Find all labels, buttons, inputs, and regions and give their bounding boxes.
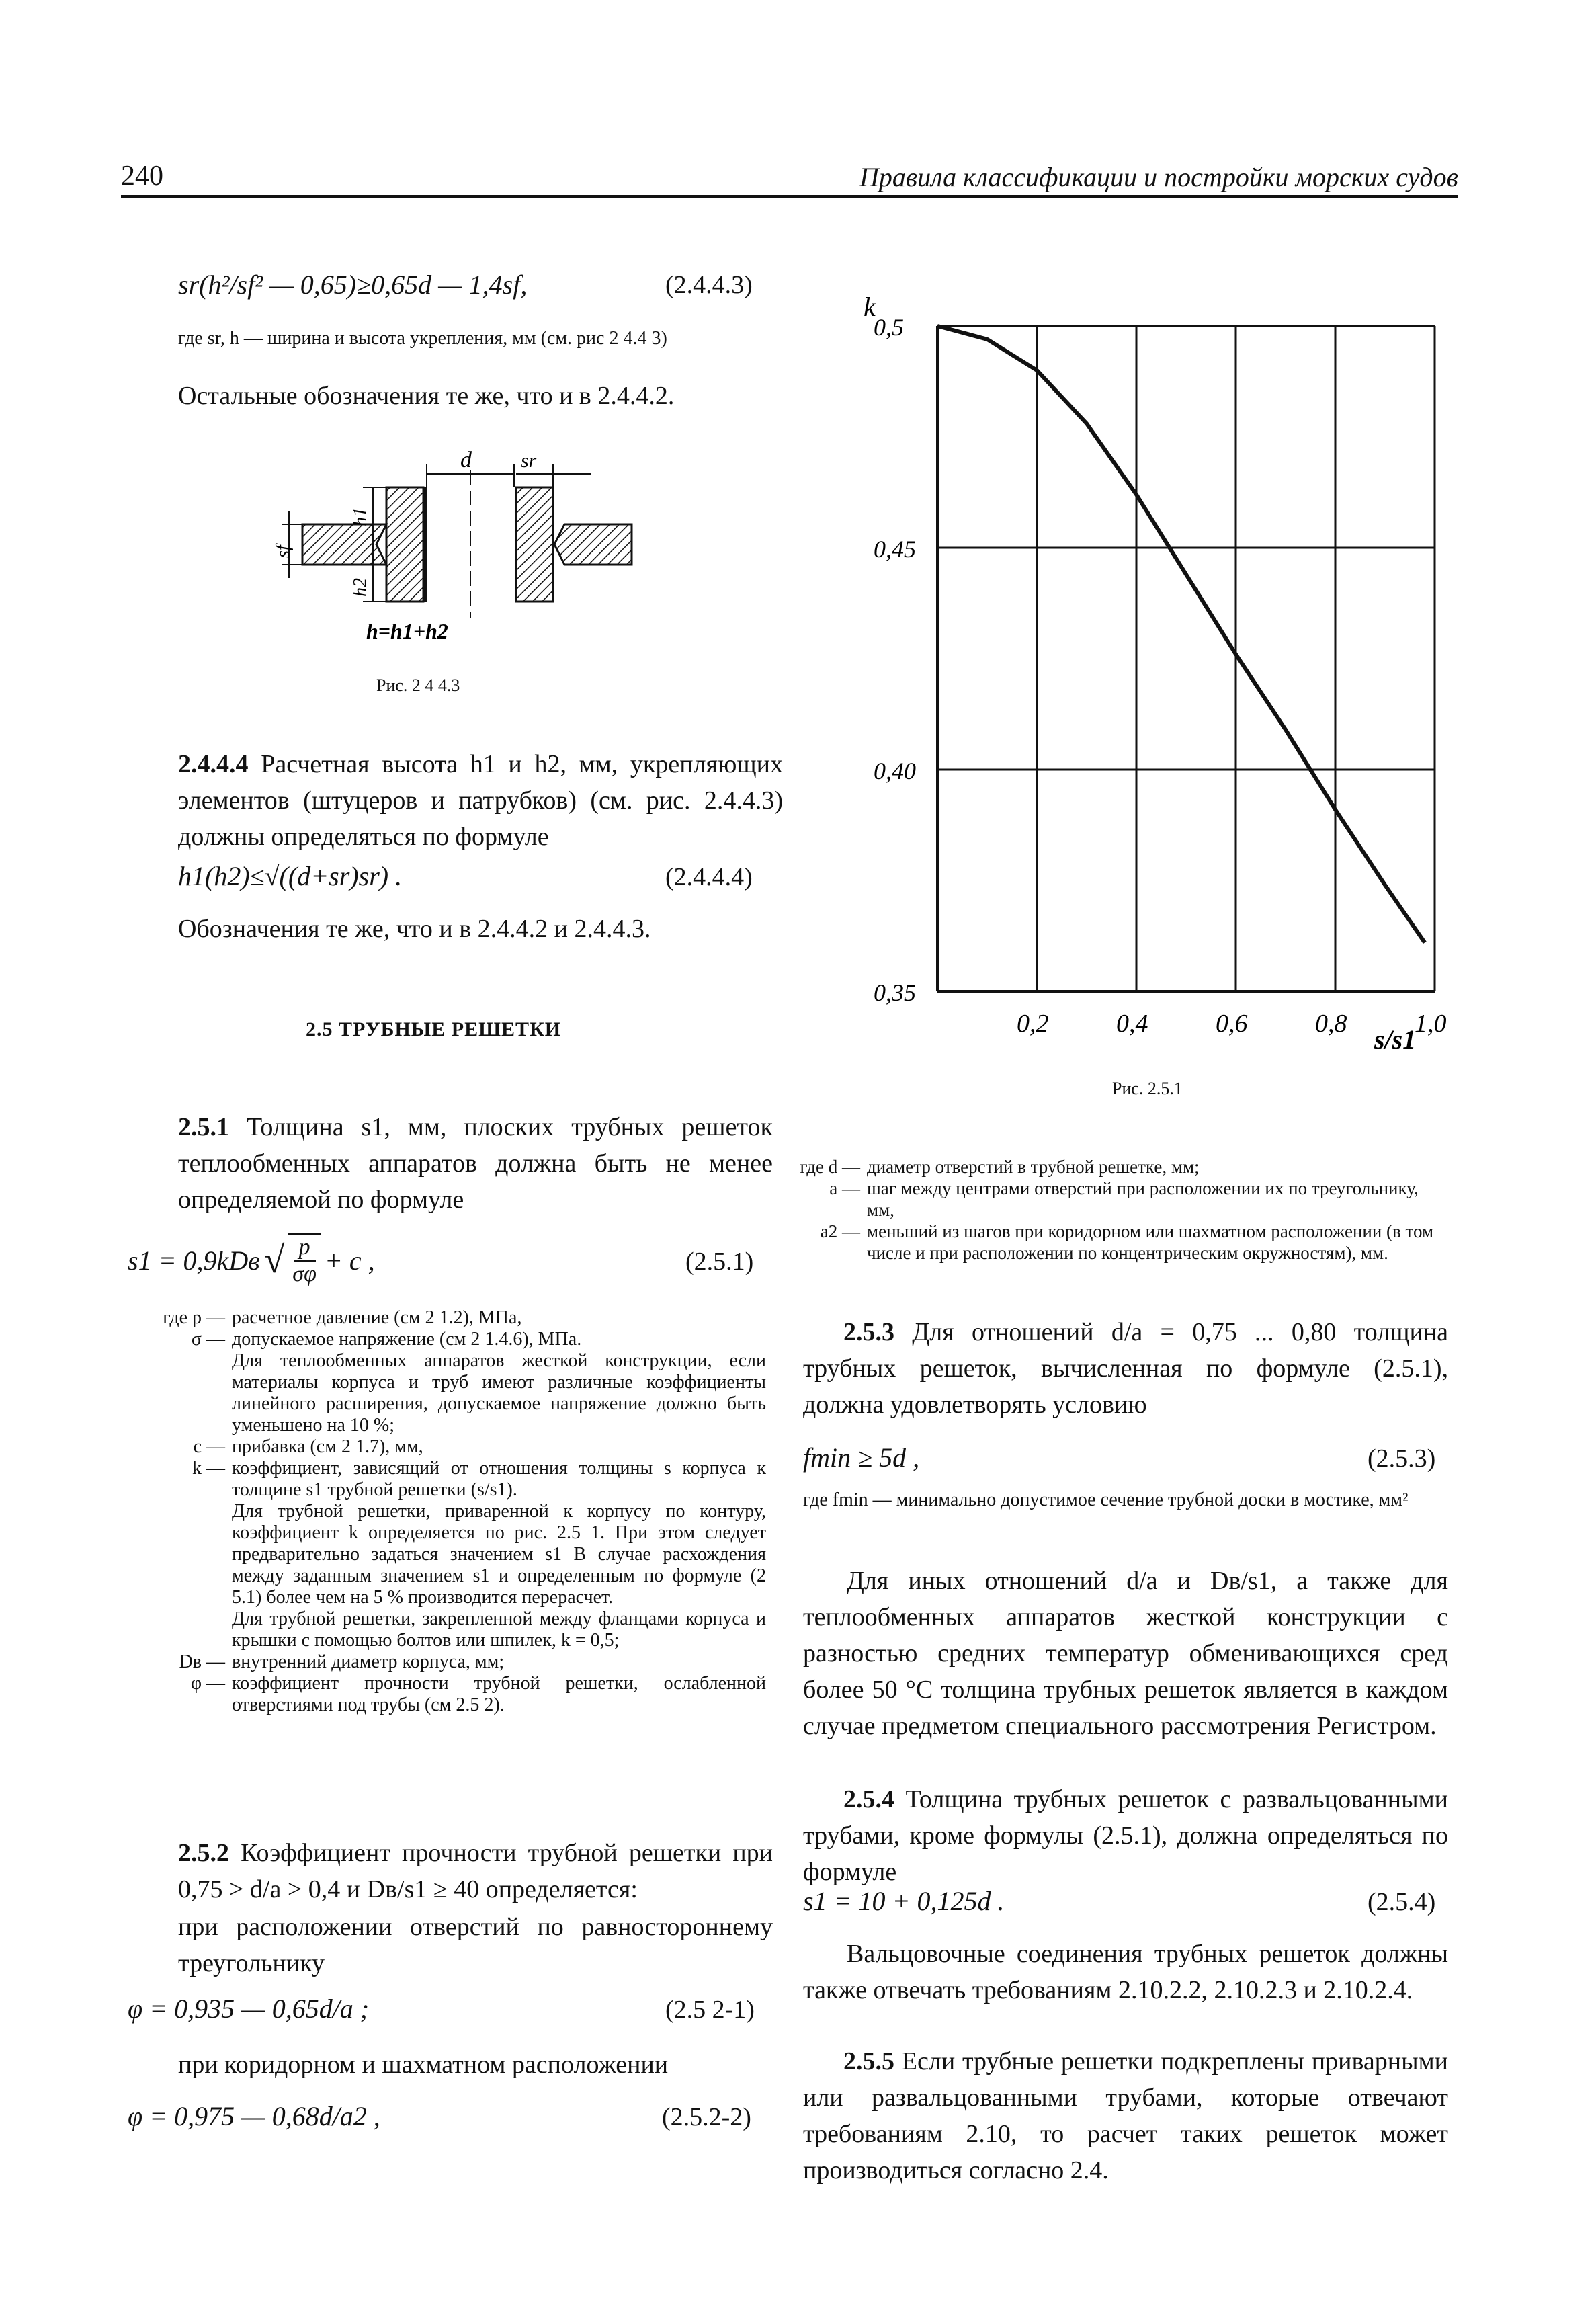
dim-h-label: h=h1+h2 [366,619,448,643]
equation-number: (2.4.4.4) [665,863,753,891]
where-symbol: φ — [190,1673,225,1694]
para-number: 2.5.2 [178,1839,229,1867]
x-tick-label: 0,4 [1116,1010,1148,1038]
where-definition: Для трубной решетки, приваренной к корпусу по контуру, коэффициент k определяется по рис. 2.5 1. При этом следует предварительно задаться значением s1 В случае расхождения между заданным значением s1 и определенным по формуле (2 5.1) более чем на 5 % производится перерасчет. [232,1501,766,1608]
para-text: Толщина s1, мм, плоских трубных решеток теплообменных аппаратов должна быть не менее определяемой по формуле [178,1113,773,1214]
equation-2-5-1 [128,1233,375,1287]
para-other-ratios: Для иных отношений d/a и Dв/s1, а также для теплообменных аппаратов жесткой конструкции с разностью средних температур обменивающихся сред более 50 °С толщина трубных решеток является в каждом случае предметом специального рассмотрения Регистром. [803,1567,1448,1740]
para-2-5-2-a: при расположении отверстий по равностороннему треугольнику [178,1913,773,1977]
where-2-5-3: где fmin — минимально допустимое сечение трубной доски в мостике, мм² [803,1489,1409,1510]
where-definition: прибавка (см 2 1.7), мм, [232,1436,423,1457]
eq-fraction [288,1233,321,1287]
where-symbol: c — [193,1436,225,1457]
para-number: 2.4.4.4 [178,750,249,778]
equation-number: (2.5.1) [685,1247,754,1276]
where-symbol: k — [192,1458,225,1479]
eq-denominator: σφ [292,1262,317,1286]
equation-2-5-4: s1 = 10 + 0,125d . [803,1886,1005,1916]
where-symbol: a — [829,1178,860,1198]
para-rolling: Вальцовочные соединения трубных решеток должны также отвечать требованиям 2.10.2.2, 2.10.2.3 и 2.10.2.4. [803,1940,1448,2004]
figure-caption: Рис. 2 4 4.3 [376,675,460,695]
header-rule [121,195,1458,198]
where-definition: коэффициент прочности трубной решетки, ослабленной отверстиями под трубы (см 2.5 2). [232,1673,766,1715]
y-tick-label: 0,45 [874,536,916,563]
dim-h2-label: h2 [350,578,371,597]
where-definition: диаметр отверстий в трубной решетке, мм; [867,1157,1200,1177]
equation-2-5-3: fmin ≥ 5d , [803,1442,920,1473]
x-axis-label: s/s1 [1374,1024,1417,1055]
where-definition: меньший из шагов при коридорном или шахматном расположении (в том числе и при расположении по концентрическим окружностям), мм. [867,1221,1434,1263]
dim-sr-label: sr [521,450,537,472]
x-tick-label: 0,6 [1216,1010,1248,1038]
para-number: 2.5.5 [843,2047,894,2076]
where-definition: шаг между центрами отверстий при расположении их по треугольнику, мм, [867,1178,1419,1220]
where-symbol: σ — [191,1329,225,1350]
chart-caption: Рис. 2.5.1 [1112,1079,1183,1098]
chart-grid [937,326,1435,991]
equation-number: (2.5.2-2) [662,2103,751,2131]
para-2-5-3 [803,1314,1448,1423]
section-heading: 2.5 ТРУБНЫЕ РЕШЕТКИ [306,1018,562,1040]
where-symbol [121,1501,232,1608]
para-text: Толщина трубных решеток с развальцованными трубами, кроме формулы (2.5.1), должна определяться по формуле [803,1785,1448,1886]
y-axis-label: k [864,296,876,322]
where-symbol: a2 — [820,1221,860,1241]
para-text: Расчетная высота h1 и h2, мм, укрепляющих элементов (штуцеров и патрубков) (см. рис. 2.4.4.3) должны определяться по формуле [178,750,784,851]
y-tick-label: 0,5 [874,314,904,341]
equation-2-5-2-1: φ = 0,935 — 0,65d/a ; [128,1994,370,2024]
where-definition: коэффициент, зависящий от отношения толщины s корпуса к толщине s1 трубной решетки (s/s1). [232,1458,766,1500]
para-number: 2.5.4 [843,1785,894,1813]
where-list-chart [793,1156,1438,1264]
equation-number: (2.5.4) [1368,1888,1436,1916]
para-2-4-4-4 [178,746,783,855]
eq-numerator: p [294,1235,316,1262]
where-symbol [121,1608,232,1651]
dim-d-label: d [460,448,472,473]
x-tick-label: 0,8 [1315,1010,1347,1038]
x-tick-label: 0,2 [1017,1010,1049,1038]
equation-number: (2.5 2-1) [665,1996,755,2024]
eq-rhs: + c , [324,1245,375,1276]
para-text: Если трубные решетки подкреплены приварными или развальцованными трубами, которые отвечают требованиям 2.10, то расчет таких решеток может производиться согласно 2.4. [803,2047,1449,2184]
y-tick-label: 0,40 [874,757,916,784]
equation-number: (2.5.3) [1368,1444,1436,1473]
fitting-wall-left [386,487,423,602]
other-notation: Остальные обозначения те же, что и в 2.4.4.2. [178,382,675,410]
plate-right [554,524,632,565]
chart-series-k [937,326,1425,942]
plate-left [302,524,386,565]
where-definition: внутренний диаметр корпуса, мм; [232,1651,505,1672]
equation-2-4-4-3: sr(h²/sf² — 0,65)≥0,65d — 1,4sf, [178,270,528,300]
dim-h1-label: h1 [350,507,371,526]
x-tick-label: 1,0 [1415,1010,1447,1038]
eq-lhs: s1 = 0,9kDв [128,1245,260,1276]
para-number: 2.5.1 [178,1113,229,1141]
equation-2-5-2-2: φ = 0,975 — 0,68d/a2 , [128,2101,380,2131]
para-2-5-2-b: при коридорном и шахматном расположении [178,2051,669,2079]
para-2-5-2 [178,1835,773,1907]
chart-ticks [874,314,1447,1038]
para-2-5-4 [803,1781,1448,1890]
where-definition: расчетное давление (см 2 1.2), МПа, [232,1307,522,1328]
where-definition: допускаемое напряжение (см 2 1.4.6), МПа. [232,1329,582,1350]
para-2-5-5 [803,2043,1448,2188]
para-2-5-1 [178,1109,773,1218]
where-definition: Для теплообменных аппаратов жесткой конструкции, если материалы корпуса и труб имеют различные коэффициенты линейного расширения, допускаемое напряжение должно быть уменьшено на 10 %; [232,1350,766,1436]
where-symbol: Dв — [179,1651,225,1672]
page-number: 240 [121,161,163,192]
y-tick-label: 0,35 [874,979,916,1006]
para-number: 2.5.3 [843,1318,894,1346]
where-definition: Для трубной решетки, закрепленной между фланцами корпуса и крышки с помощью болтов или шпилек, k = 0,5; [232,1608,766,1651]
para-text: Коэффициент прочности трубной решетки при 0,75 > d/a > 0,4 и Dв/s1 ≥ 40 определяется: [178,1839,773,1903]
notation-2-4-4-4: Обозначения те же, что и в 2.4.4.2 и 2.4.4.3. [178,915,651,943]
para-text: Для отношений d/a = 0,75 ... 0,80 толщина трубных решеток, вычисленная по формуле (2.5.1), должна удовлетворять условию [803,1318,1448,1419]
running-title: Правила классификации и постройки морских судов [859,162,1458,192]
where-symbol [121,1350,232,1436]
equation-number: (2.4.4.3) [665,271,753,299]
sqrt-sign: √ [263,1239,285,1281]
fitting-wall-right [516,487,553,602]
equation-2-4-4-4: h1(h2)≤√((d+sr)sr) . [178,861,403,891]
equation-where: где sr, h — ширина и высота укрепления, мм (см. рис 2 4.4 3) [178,328,667,349]
dim-sf-label: sf [273,545,294,558]
where-symbol: где p — [163,1307,225,1328]
where-symbol: где d — [800,1157,860,1177]
figure-2-4-4-3 [269,437,659,652]
where-list-2-5-1 [121,1307,766,1716]
chart-figure-2-5-1 [827,296,1458,1089]
